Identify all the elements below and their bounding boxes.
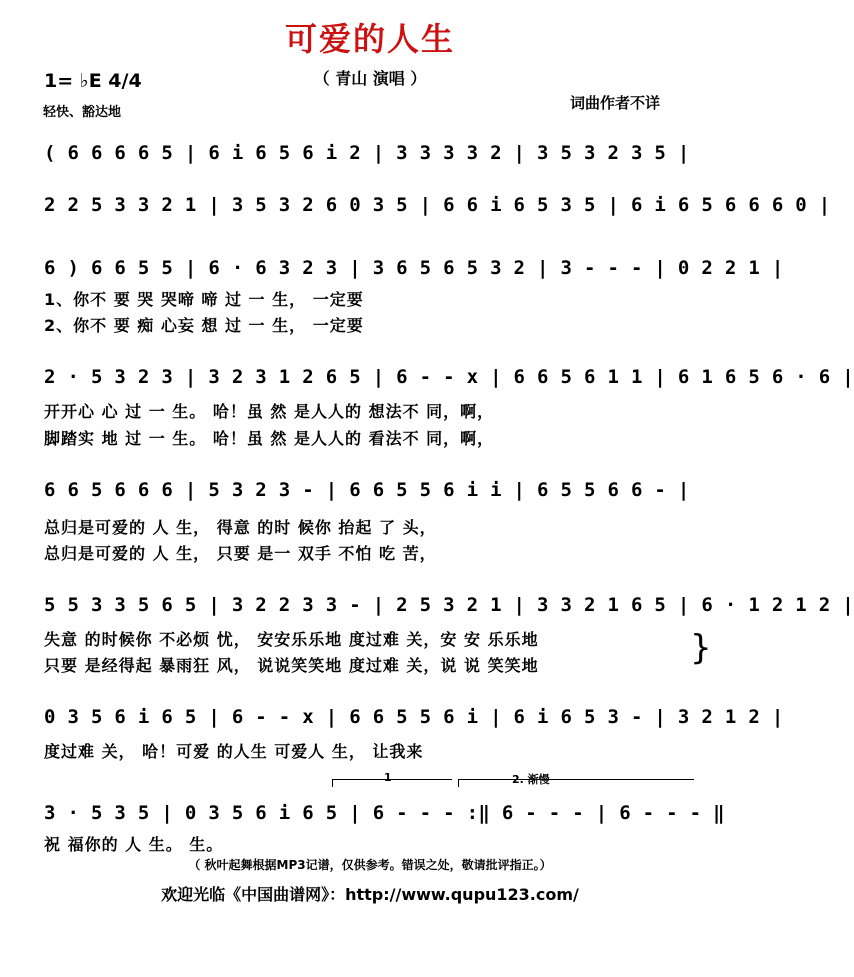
lyric-line: 祝 福你的 人 生。 生。 bbox=[44, 835, 224, 854]
composer-credit: 词曲作者不详 bbox=[570, 94, 661, 112]
lyric-line: 度过难 关， 哈！可爱 的人生 可爱人 生， 让我来 bbox=[44, 742, 424, 761]
volta-tick bbox=[458, 779, 459, 787]
lyric-line: 1、你不 要 哭 哭啼 啼 过 一 生， 一定要 bbox=[44, 290, 364, 309]
score-line-5: 6 6 5 6 6 6 | 5 3 2 3 - | 6 6 5 5 6 i i | 6 5 5 6 6 - | bbox=[44, 479, 690, 501]
page-title: 可爱的人生 bbox=[284, 20, 455, 58]
score-line-4: 2 · 5 3 2 3 | 3 2 3 1 2 6 5 | 6 - - x | 6 6 5 6 1 1 | 6 1 6 5 6 · 6 | bbox=[44, 366, 854, 388]
lyric-line: 失意 的时候你 不必烦 忧， 安安乐乐地 度过难 关，安 安 乐乐地 bbox=[44, 630, 539, 649]
verse-brace: } bbox=[690, 628, 712, 668]
lyric-line: 总归是可爱的 人 生， 只要 是一 双手 不怕 吃 苦， bbox=[44, 544, 437, 563]
score-line-6: 5 5 3 3 5 6 5 | 3 2 2 3 3 - | 2 5 3 2 1 | 3 3 2 1 6 5 | 6 · 1 2 1 2 | bbox=[44, 594, 854, 616]
lyric-line: 开开心 心 过 一 生。 哈！虽 然 是人人的 想法不 同，啊， bbox=[44, 402, 495, 421]
volta-tick bbox=[332, 779, 333, 787]
lyric-line: 2、你不 要 痴 心妄 想 过 一 生， 一定要 bbox=[44, 316, 364, 335]
lyric-line: 脚踏实 地 过 一 生。 哈！虽 然 是人人的 看法不 同，啊， bbox=[44, 429, 495, 448]
volta-label-2: 2. 渐慢 bbox=[512, 773, 550, 786]
score-line-7: 0 3 5 6 i 6 5 | 6 - - x | 6 6 5 5 6 i | 6 i 6 5 3 - | 3 2 1 2 | bbox=[44, 706, 784, 728]
performer-subtitle: （ 青山 演唱 ） bbox=[313, 69, 427, 88]
score-line-3: 6 ) 6 6 5 5 | 6 · 6 3 2 3 | 3 6 5 6 5 3 2 | 3 - - - | 0 2 2 1 | bbox=[44, 257, 784, 279]
score-line-8: 3 · 5 3 5 | 0 3 5 6 i 6 5 | 6 - - - :‖ 6 - - - | 6 - - - ‖ bbox=[44, 802, 725, 824]
score-line-1: ( 6 6 6 6 5 | 6 i 6 5 6 i 2 | 3 3 3 3 2 | 3 5 3 2 3 5 | bbox=[44, 142, 690, 164]
volta-bracket-2 bbox=[458, 779, 694, 780]
volta-label-1: 1 bbox=[384, 771, 392, 784]
transcription-note: （ 秋叶起舞根据MP3记谱，仅供参考。错误之处，敬请批评指正。） bbox=[188, 858, 552, 872]
volta-bracket-1 bbox=[332, 779, 452, 780]
lyric-line: 总归是可爱的 人 生， 得意 的时 候你 抬起 了 头， bbox=[44, 518, 437, 537]
lyric-line: 只要 是经得起 暴雨狂 风， 说说笑笑地 度过难 关，说 说 笑笑地 bbox=[44, 656, 539, 675]
key-signature: 1= ♭E 4/4 bbox=[44, 70, 142, 92]
site-link[interactable]: 欢迎光临《中国曲谱网》：http://www.qupu123.com/ bbox=[161, 885, 579, 904]
score-line-2: 2 2 5 3 3 2 1 | 3 5 3 2 6 0 3 5 | 6 6 i 6 5 3 5 | 6 i 6 5 6 6 6 0 | bbox=[44, 194, 831, 216]
tempo-marking: 轻快、豁达地 bbox=[43, 105, 122, 120]
